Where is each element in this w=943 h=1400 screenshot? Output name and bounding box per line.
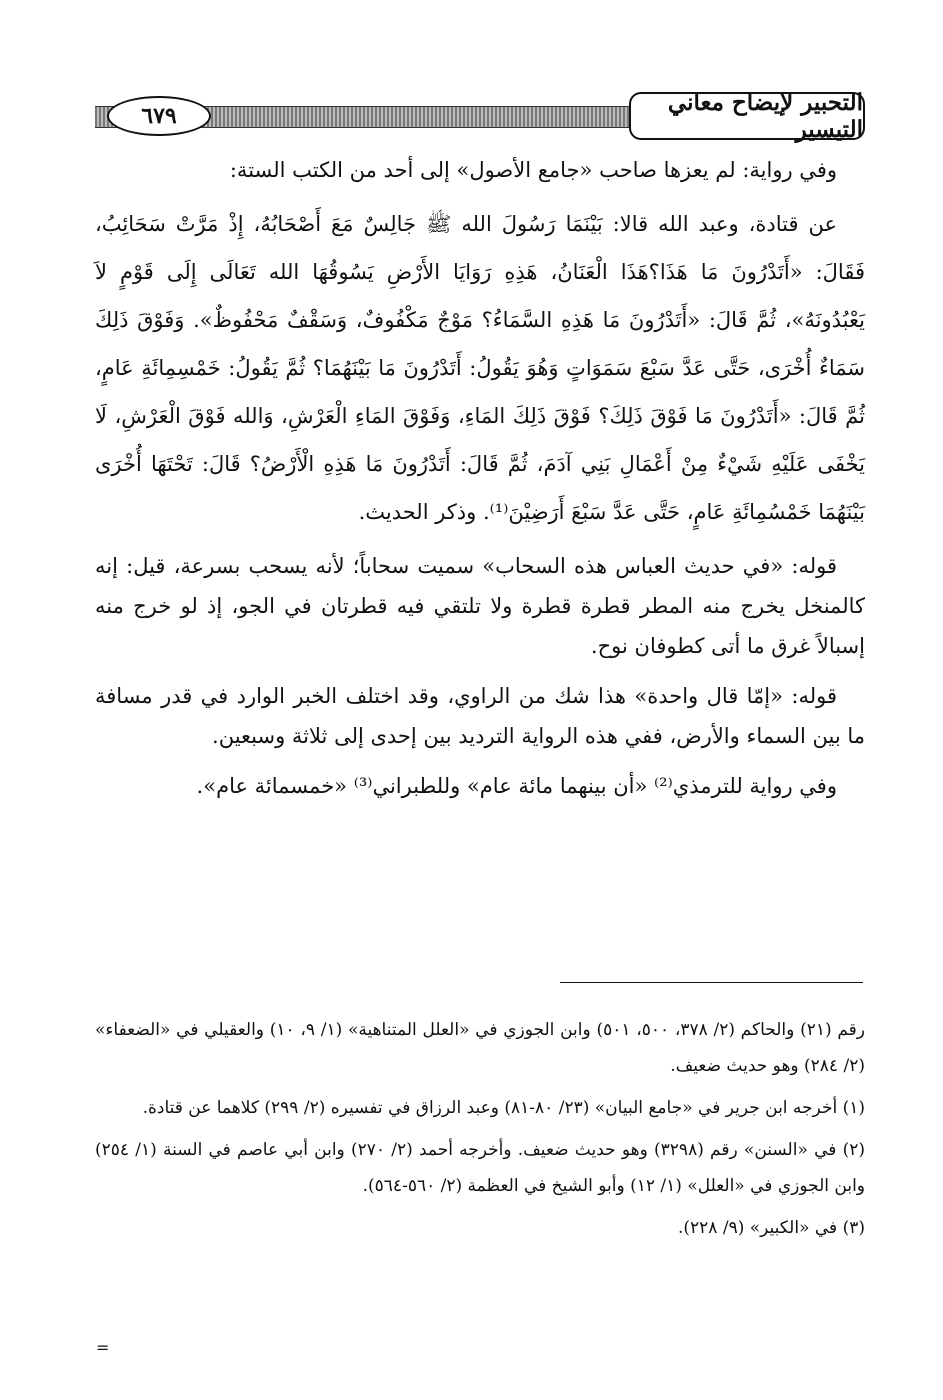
paragraph-commentary-1: قوله: «في حديث العباس هذه السحاب» سميت سحاباً؛ لأنه يسحب بسرعة، قيل: إنه كالمنخل يخرج منه المطر قطرة قطرة ولا تلتقي فيه قطرتان في الجو، إذ لو خرج منه إسبالاً غرق ما أتى كطوفان نوح. xyxy=(95,554,865,658)
book-title: التحبير لإيضاح معاني التيسير xyxy=(629,92,865,140)
paragraph-hadith: عن قتادة، وعبد الله قالا: بَيْنَمَا رَسُولَ الله ﷺ جَالِسٌ مَعَ أَصْحَابُهُ، إِذْ مَرَّتْ سَحَائِبُ، فَقَالَ: «أَتَدْرُونَ مَا هَذَا؟هَذَا الْعَنَانُ، هَذِهِ رَوَايَا الأَرْضِ يَسُوقُهَا الله تَعَالَى إِلَى قَوْمٍ لاَ يَعْبُدُونَهُ»، ثُمَّ قَالَ: «أَتَدْرُونَ مَا هَذِهِ السَّمَاءُ؟ مَوْجٌ مَكْفُوفٌ، وَسَقْفٌ مَحْفُوظٌ». وَفَوْقَ ذَلِكَ سَمَاءٌ أُخْرَى، حَتَّى عَدَّ سَبْعَ سَمَوَاتٍ وَهُوَ يَقُولُ: أَتَدْرُونَ مَا بَيْنَهُمَا؟ ثُمَّ يَقُولُ: خَمْسِمِائَةِ عَامٍ، ثُمَّ قَالَ: «أَتَدْرُونَ مَا فَوْقَ ذَلِكَ؟ فَوْقَ ذَلِكَ المَاءِ، وَفَوْقَ المَاءِ الْعَرْشِ، وَالله فَوْقَ الْعَرْشِ، لَا يَخْفَى عَلَيْهِ شَيْءٌ مِنْ أَعْمَالِ بَنِي آدَمَ، ثُمَّ قَالَ: أَتَدْرُونَ مَا هَذِهِ الْأَرْضُ؟ قَالَ: تَحْتَهَا أُخْرَى بَيْنَهُمَا خَمْسُمِائَةِ عَامٍ، حَتَّى عَدَّ سَبْعَ أَرَضِيْنَ⁽¹⁾. وذكر الحديث. xyxy=(95,212,865,524)
paragraph-intro: وفي رواية: لم يعزها صاحب «جامع الأصول» إلى أحد من الكتب الستة: xyxy=(229,158,837,182)
footnote-1: (١) أخرجه ابن جرير في «جامع البيان» (٢٣/ ٨٠-٨١) وعبد الرزاق في تفسيره (٢/ ٢٩٩) كلاهما عن قتادة. xyxy=(142,1098,865,1118)
paragraph-commentary-3: وفي رواية للترمذي⁽²⁾ «أن بينهما مائة عام» وللطبراني⁽³⁾ «خمسمائة عام». xyxy=(196,774,837,798)
footnote-3: (٣) في «الكبير» (٩/ ٢٢٨). xyxy=(677,1218,865,1238)
footnotes xyxy=(95,1012,865,1252)
page-number: ٦٧٩ xyxy=(107,96,211,136)
paragraph-commentary-2: قوله: «إمّا قال واحدة» هذا شك من الراوي، وقد اختلف الخبر الوارد في قدر مسافة ما بين السماء والأرض، ففي هذه الرواية الترديد بين إحدى إلى ثلاثة وسبعين. xyxy=(95,684,865,748)
footnote-separator xyxy=(560,982,863,983)
footnote-continued: رقم (٢١) والحاكم (٢/ ٣٧٨، ٥٠٠، ٥٠١) وابن الجوزي في «العلل المتناهية» (١/ ٩، ١٠) والعقيلي في «الضعفاء» (٢/ ٢٨٤) وهو حديث ضعيف. xyxy=(95,1020,865,1076)
page-header xyxy=(95,89,865,143)
bottom-mark: = xyxy=(96,1338,110,1357)
footnote-2: (٢) في «السنن» رقم (٣٢٩٨) وهو حديث ضعيف. وأخرجه أحمد (٢/ ٢٧٠) وابن أبي عاصم في السنة (١/ ٢٥٤) وابن الجوزي في «العلل» (١/ ١٢) وأبو الشيخ في العظمة (٢/ ٥٦٠-٥٦٤). xyxy=(95,1140,865,1196)
main-text xyxy=(95,150,865,816)
